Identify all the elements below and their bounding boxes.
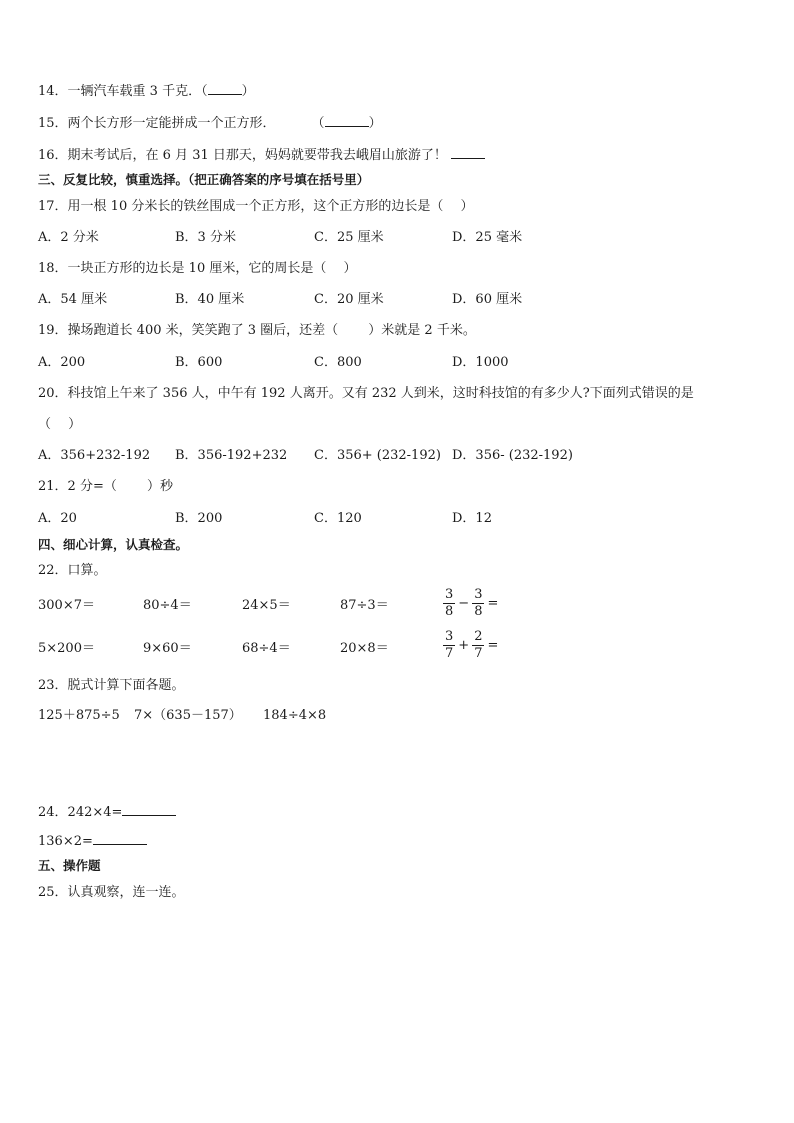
question-24-expression-1: 24．242×4= (38, 805, 123, 820)
oral-calc-1: 300×7＝ (38, 598, 95, 613)
question-18-stem: 18．一块正方形的边长是 10 厘米，它的周长是（ ） (38, 261, 357, 276)
question-15-text: 15．两个长方形一定能拼成一个正方形． (38, 116, 276, 131)
question-21-option-a[interactable]: A．20 (38, 511, 77, 526)
fraction-operator: − (458, 596, 470, 611)
question-24-line-1 (38, 803, 176, 822)
question-19-stem: 19．操场跑道长 400 米，笑笑跑了 3 圈后，还差（ ）米就是 2 千米。 (38, 323, 476, 338)
question-17-option-c[interactable]: C．25 厘米 (314, 230, 384, 245)
question-14-blank[interactable] (208, 82, 242, 95)
fraction-expression-1 (441, 587, 499, 620)
question-22-stem: 22．口算。 (38, 563, 107, 578)
oral-calc-3: 24×5＝ (242, 598, 291, 613)
fraction-expression-2 (441, 629, 499, 662)
question-14-close: ） (241, 84, 255, 99)
question-18-option-b[interactable]: B．40 厘米 (175, 292, 245, 307)
question-17-option-b[interactable]: B．3 分米 (175, 230, 236, 245)
question-21-stem: 21．2 分=（ ）秒 (38, 479, 173, 494)
question-21-option-d[interactable]: D．12 (452, 511, 492, 526)
fraction-equals: = (487, 638, 499, 653)
question-19-option-a[interactable]: A．200 (38, 355, 86, 370)
question-18-option-d[interactable]: D．60 厘米 (452, 292, 523, 307)
section-4-heading: 四、细心计算，认真检查。 (38, 537, 189, 552)
oral-calc-5: 5×200＝ (38, 641, 95, 656)
oral-calc-8: 20×8＝ (340, 641, 389, 656)
section-3-heading: 三、反复比较，慎重选择。（把正确答案的序号填在括号里） (38, 172, 370, 187)
fraction-operator: + (458, 638, 470, 653)
oral-calc-7: 68÷4＝ (242, 641, 291, 656)
question-16-blank[interactable] (451, 146, 485, 159)
question-15-close: ） (368, 116, 382, 131)
question-20-stem: 20．科技馆上午来了 356 人，中午有 192 人离开。又有 232 人到米，这时科技馆的有多少人?下面列式错误的是 (38, 386, 694, 401)
question-23-stem: 23．脱式计算下面各题。 (38, 678, 185, 693)
question-18-option-a[interactable]: A．54 厘米 (38, 292, 108, 307)
question-20-option-c[interactable]: C．356+ (232-192) (314, 448, 441, 463)
question-19-option-b[interactable]: B．600 (175, 355, 223, 370)
written-calc-2: 7×（635－157） (134, 708, 242, 723)
fraction-equals: = (487, 596, 499, 611)
question-15-blank[interactable] (325, 114, 369, 127)
question-15-open: （ (311, 116, 325, 131)
written-calc-3: 184÷4×8 (263, 708, 327, 723)
oral-calc-6: 9×60＝ (143, 641, 192, 656)
question-18-option-c[interactable]: C．20 厘米 (314, 292, 384, 307)
question-21-option-b[interactable]: B．200 (175, 511, 223, 526)
fraction: $\frac{3}{8}$ (474, 587, 483, 619)
oral-calc-4: 87÷3＝ (340, 598, 389, 613)
question-17-option-a[interactable]: A．2 分米 (38, 230, 99, 245)
question-17-stem: 17．用一根 10 分米长的铁丝围成一个正方形，这个正方形的边长是（ ） (38, 199, 474, 214)
section-5-heading: 五、操作题 (38, 858, 101, 873)
question-24-expression-2: 136×2= (38, 834, 93, 849)
question-20-option-a[interactable]: A．356+232-192 (38, 448, 151, 463)
question-24-line-2 (38, 832, 147, 851)
question-16-text: 16．期末考试后，在 6 月 31 日那天，妈妈就要带我去峨眉山旅游了！ (38, 148, 447, 163)
written-calc-1: 125＋875÷5 (38, 708, 120, 723)
question-14-text: 14．一辆汽车载重 3 千克．（ (38, 84, 208, 99)
question-21-option-c[interactable]: C．120 (314, 511, 362, 526)
question-19-option-d[interactable]: D．1000 (452, 355, 509, 370)
fraction: $\frac{3}{7}$ (445, 629, 454, 661)
question-14 (38, 82, 255, 101)
question-19-option-c[interactable]: C．800 (314, 355, 362, 370)
question-24-blank-2[interactable] (93, 832, 147, 845)
question-25-stem: 25．认真观察，连一连。 (38, 885, 185, 900)
question-16 (38, 146, 485, 165)
question-24-blank-1[interactable] (122, 803, 176, 816)
question-15 (38, 114, 382, 133)
question-20-stem-paren: （ ） (38, 417, 82, 432)
question-17-option-d[interactable]: D．25 毫米 (452, 230, 523, 245)
oral-calc-2: 80÷4＝ (143, 598, 192, 613)
question-20-option-d[interactable]: D．356- (232-192) (452, 448, 573, 463)
question-20-option-b[interactable]: B．356-192+232 (175, 448, 288, 463)
fraction: $\frac{3}{8}$ (445, 587, 454, 619)
fraction: $\frac{2}{7}$ (474, 629, 483, 661)
